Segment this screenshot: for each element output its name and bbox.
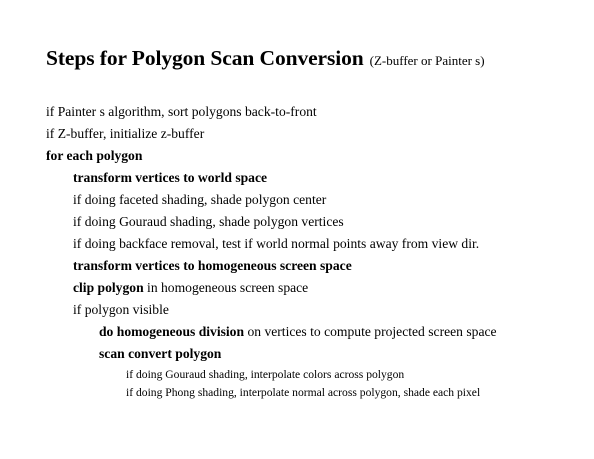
slide-title-main: Steps for Polygon Scan Conversion [46, 46, 364, 70]
step-faceted-shading: if doing faceted shading, shade polygon center [73, 192, 327, 207]
slide-title-subtitle: (Z-buffer or Painter s) [369, 53, 485, 68]
step-transform-world: transform vertices to world space [73, 170, 268, 185]
step-phong-interpolate: if doing Phong shading, interpolate normal across polygon, shade each pixel [126, 386, 481, 399]
step-clip-polygon-rest: in homogeneous screen space [143, 280, 309, 295]
step-sort-polygons: if Painter s algorithm, sort polygons back-to-front [46, 104, 317, 119]
step-clip-polygon [73, 281, 308, 295]
slide-title [46, 48, 485, 70]
step-clip-polygon-bold: clip polygon [73, 280, 144, 295]
step-gouraud-vertices: if doing Gouraud shading, shade polygon vertices [73, 214, 344, 229]
step-homogeneous-division-rest: on vertices to compute projected screen space [244, 324, 497, 339]
step-backface-removal: if doing backface removal, test if world normal points away from view dir. [73, 236, 480, 251]
step-gouraud-interpolate: if doing Gouraud shading, interpolate colors across polygon [126, 368, 405, 381]
step-homogeneous-division-bold: do homogeneous division [99, 324, 245, 339]
step-for-each-polygon: for each polygon [46, 148, 143, 163]
step-if-visible: if polygon visible [73, 302, 169, 317]
step-init-zbuffer: if Z-buffer, initialize z-buffer [46, 126, 205, 141]
step-transform-homogeneous: transform vertices to homogeneous screen space [73, 258, 352, 273]
step-homogeneous-division [99, 325, 497, 339]
step-scan-convert: scan convert polygon [99, 346, 222, 361]
